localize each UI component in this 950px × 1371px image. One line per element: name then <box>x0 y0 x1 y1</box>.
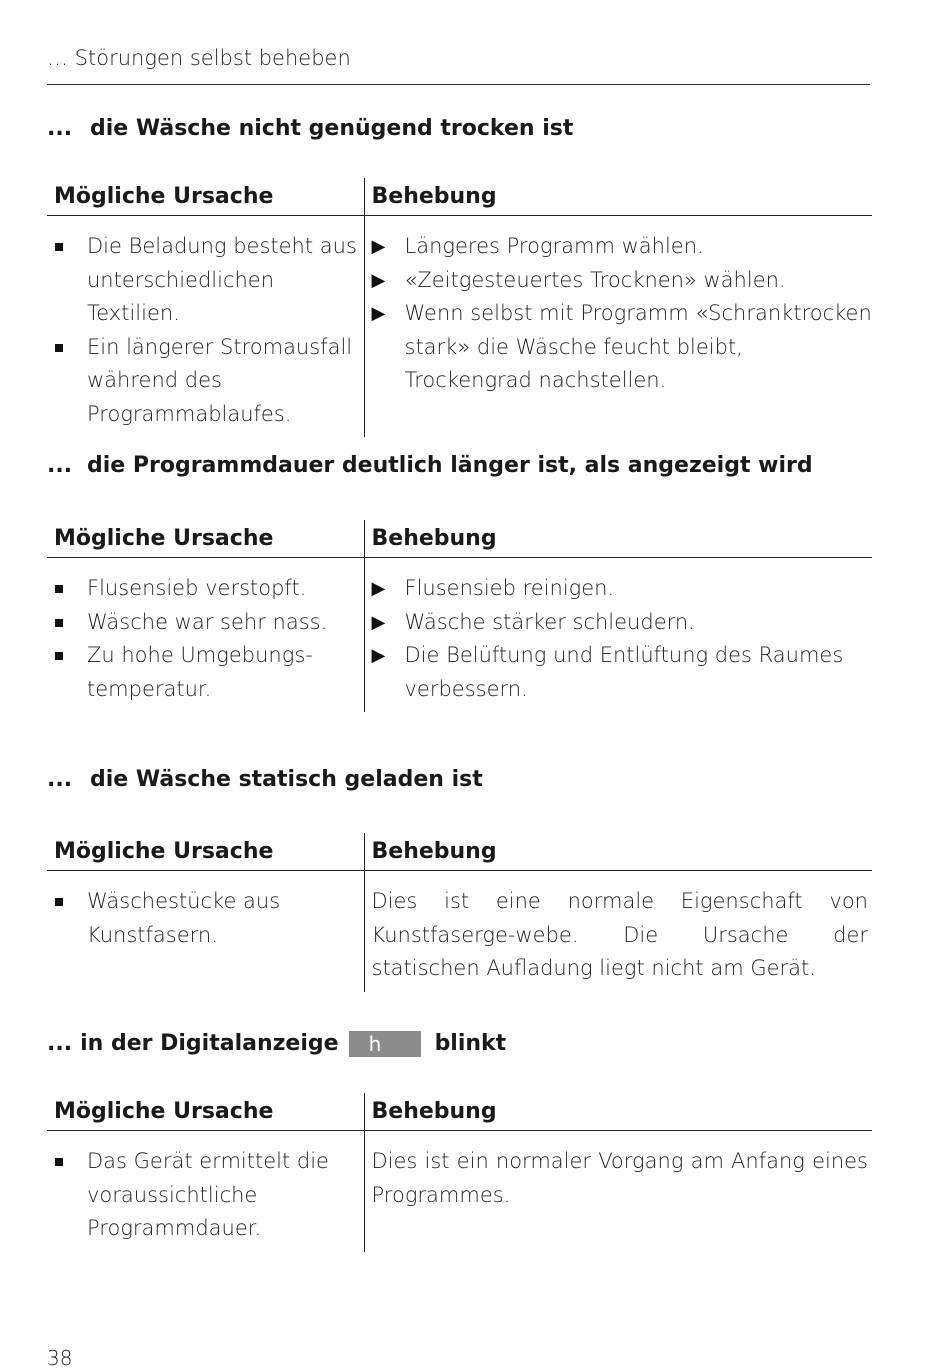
square-bullet-icon <box>55 1158 63 1166</box>
square-bullet-icon <box>55 243 63 251</box>
page-number: 38 <box>47 1346 73 1370</box>
column-header-cause: Mögliche Ursache <box>47 833 364 871</box>
column-header-fix: Behebung <box>364 178 872 216</box>
fix-cell <box>364 216 872 438</box>
cause-cell <box>47 1131 364 1252</box>
cause-item: Wäsche war sehr nass. <box>47 606 364 640</box>
fix-text: Dies ist ein normaler Vorgang am Anfang eines Programmes. <box>371 1149 868 1207</box>
cause-item: Zu hohe Umgebungs-temperatur. <box>47 639 364 706</box>
section-static-charge <box>47 765 872 992</box>
fix-item: ▶ Längeres Programm wählen. <box>372 230 873 264</box>
section-heading <box>47 1029 872 1059</box>
square-bullet-icon <box>55 585 63 593</box>
cause-cell <box>47 871 364 992</box>
cause-item: Die Beladung besteht aus unterschiedlichen Textilien. <box>47 230 364 331</box>
fix-item: ▶ Wäsche stärker schleudern. <box>372 606 873 640</box>
troubleshooting-table <box>47 178 872 437</box>
section-heading <box>47 114 872 144</box>
running-header: … Störungen selbst beheben <box>47 46 351 70</box>
column-header-cause: Mögliche Ursache <box>47 178 364 216</box>
heading-text: die Wäsche statisch geladen ist <box>90 767 483 792</box>
section-display-blinks <box>47 1029 872 1252</box>
fix-item: ▶ Flusensieb reinigen. <box>372 572 873 606</box>
fix-cell <box>364 1131 872 1252</box>
table-header-row <box>47 520 872 558</box>
fix-item: ▶ Wenn selbst mit Programm «Schranktrocken stark» die Wäsche feucht bleibt, Trockengrad nachstellen. <box>372 297 873 398</box>
column-header-cause: Mögliche Ursache <box>47 520 364 558</box>
troubleshooting-table <box>47 1093 872 1252</box>
column-header-fix: Behebung <box>364 833 872 871</box>
section-longer-duration <box>47 451 872 712</box>
column-header-fix: Behebung <box>364 1093 872 1131</box>
square-bullet-icon <box>55 898 63 906</box>
square-bullet-icon <box>55 619 63 627</box>
table-row <box>47 1131 872 1252</box>
troubleshooting-table <box>47 833 872 992</box>
heading-prefix: ... <box>47 116 73 141</box>
table-row <box>47 216 872 438</box>
section-heading <box>47 765 872 795</box>
column-header-fix: Behebung <box>364 520 872 558</box>
cause-item: Wäschestücke aus Kunstfasern. <box>47 885 364 952</box>
fix-text: Dies ist eine normale Eigenschaft von Kunstfaserge-webe. Die Ursache der statischen Aufladung liegt nicht am Gerät. <box>371 889 868 980</box>
header-rule <box>47 84 870 85</box>
table-header-row <box>47 1093 872 1131</box>
heading-prefix: ... <box>47 453 73 478</box>
column-header-cause: Mögliche Ursache <box>47 1093 364 1131</box>
triangle-arrow-icon: ▶ <box>371 611 386 633</box>
fix-cell <box>364 558 872 713</box>
fix-cell <box>364 871 872 992</box>
triangle-arrow-icon: ▶ <box>371 303 386 324</box>
heading-prefix: ... <box>47 767 73 792</box>
triangle-arrow-icon: ▶ <box>371 645 386 666</box>
triangle-arrow-icon: ▶ <box>371 236 386 257</box>
heading-text-after: blinkt <box>434 1031 507 1056</box>
heading-text: die Wäsche nicht genügend trocken ist <box>90 116 574 141</box>
heading-text-before: in der Digitalanzeige <box>80 1031 339 1056</box>
digital-display-symbol: h <box>349 1031 421 1057</box>
cause-item: Flusensieb verstopft. <box>47 572 364 606</box>
square-bullet-icon <box>55 652 63 660</box>
heading-prefix: ... <box>47 1031 73 1056</box>
section-heading <box>47 451 872 481</box>
table-header-row <box>47 178 872 216</box>
cause-item: Ein längerer Stromausfall während des Programmablaufes. <box>47 331 364 432</box>
section-laundry-not-dry <box>47 114 872 437</box>
triangle-arrow-icon: ▶ <box>371 269 386 291</box>
fix-item: ▶ «Zeitgesteuertes Trocknen» wählen. <box>372 264 873 298</box>
cause-cell <box>47 216 364 438</box>
cause-item: Das Gerät ermittelt die voraussichtliche Programmdauer. <box>47 1145 364 1246</box>
heading-text: die Programmdauer deutlich länger ist, als angezeigt wird <box>87 453 813 478</box>
table-row <box>47 871 872 992</box>
fix-item: ▶ Die Belüftung und Entlüftung des Raumes verbessern. <box>372 639 873 706</box>
triangle-arrow-icon: ▶ <box>371 578 386 599</box>
cause-cell <box>47 558 364 713</box>
square-bullet-icon <box>55 344 63 352</box>
table-row <box>47 558 872 713</box>
table-header-row <box>47 833 872 871</box>
troubleshooting-table <box>47 520 872 712</box>
